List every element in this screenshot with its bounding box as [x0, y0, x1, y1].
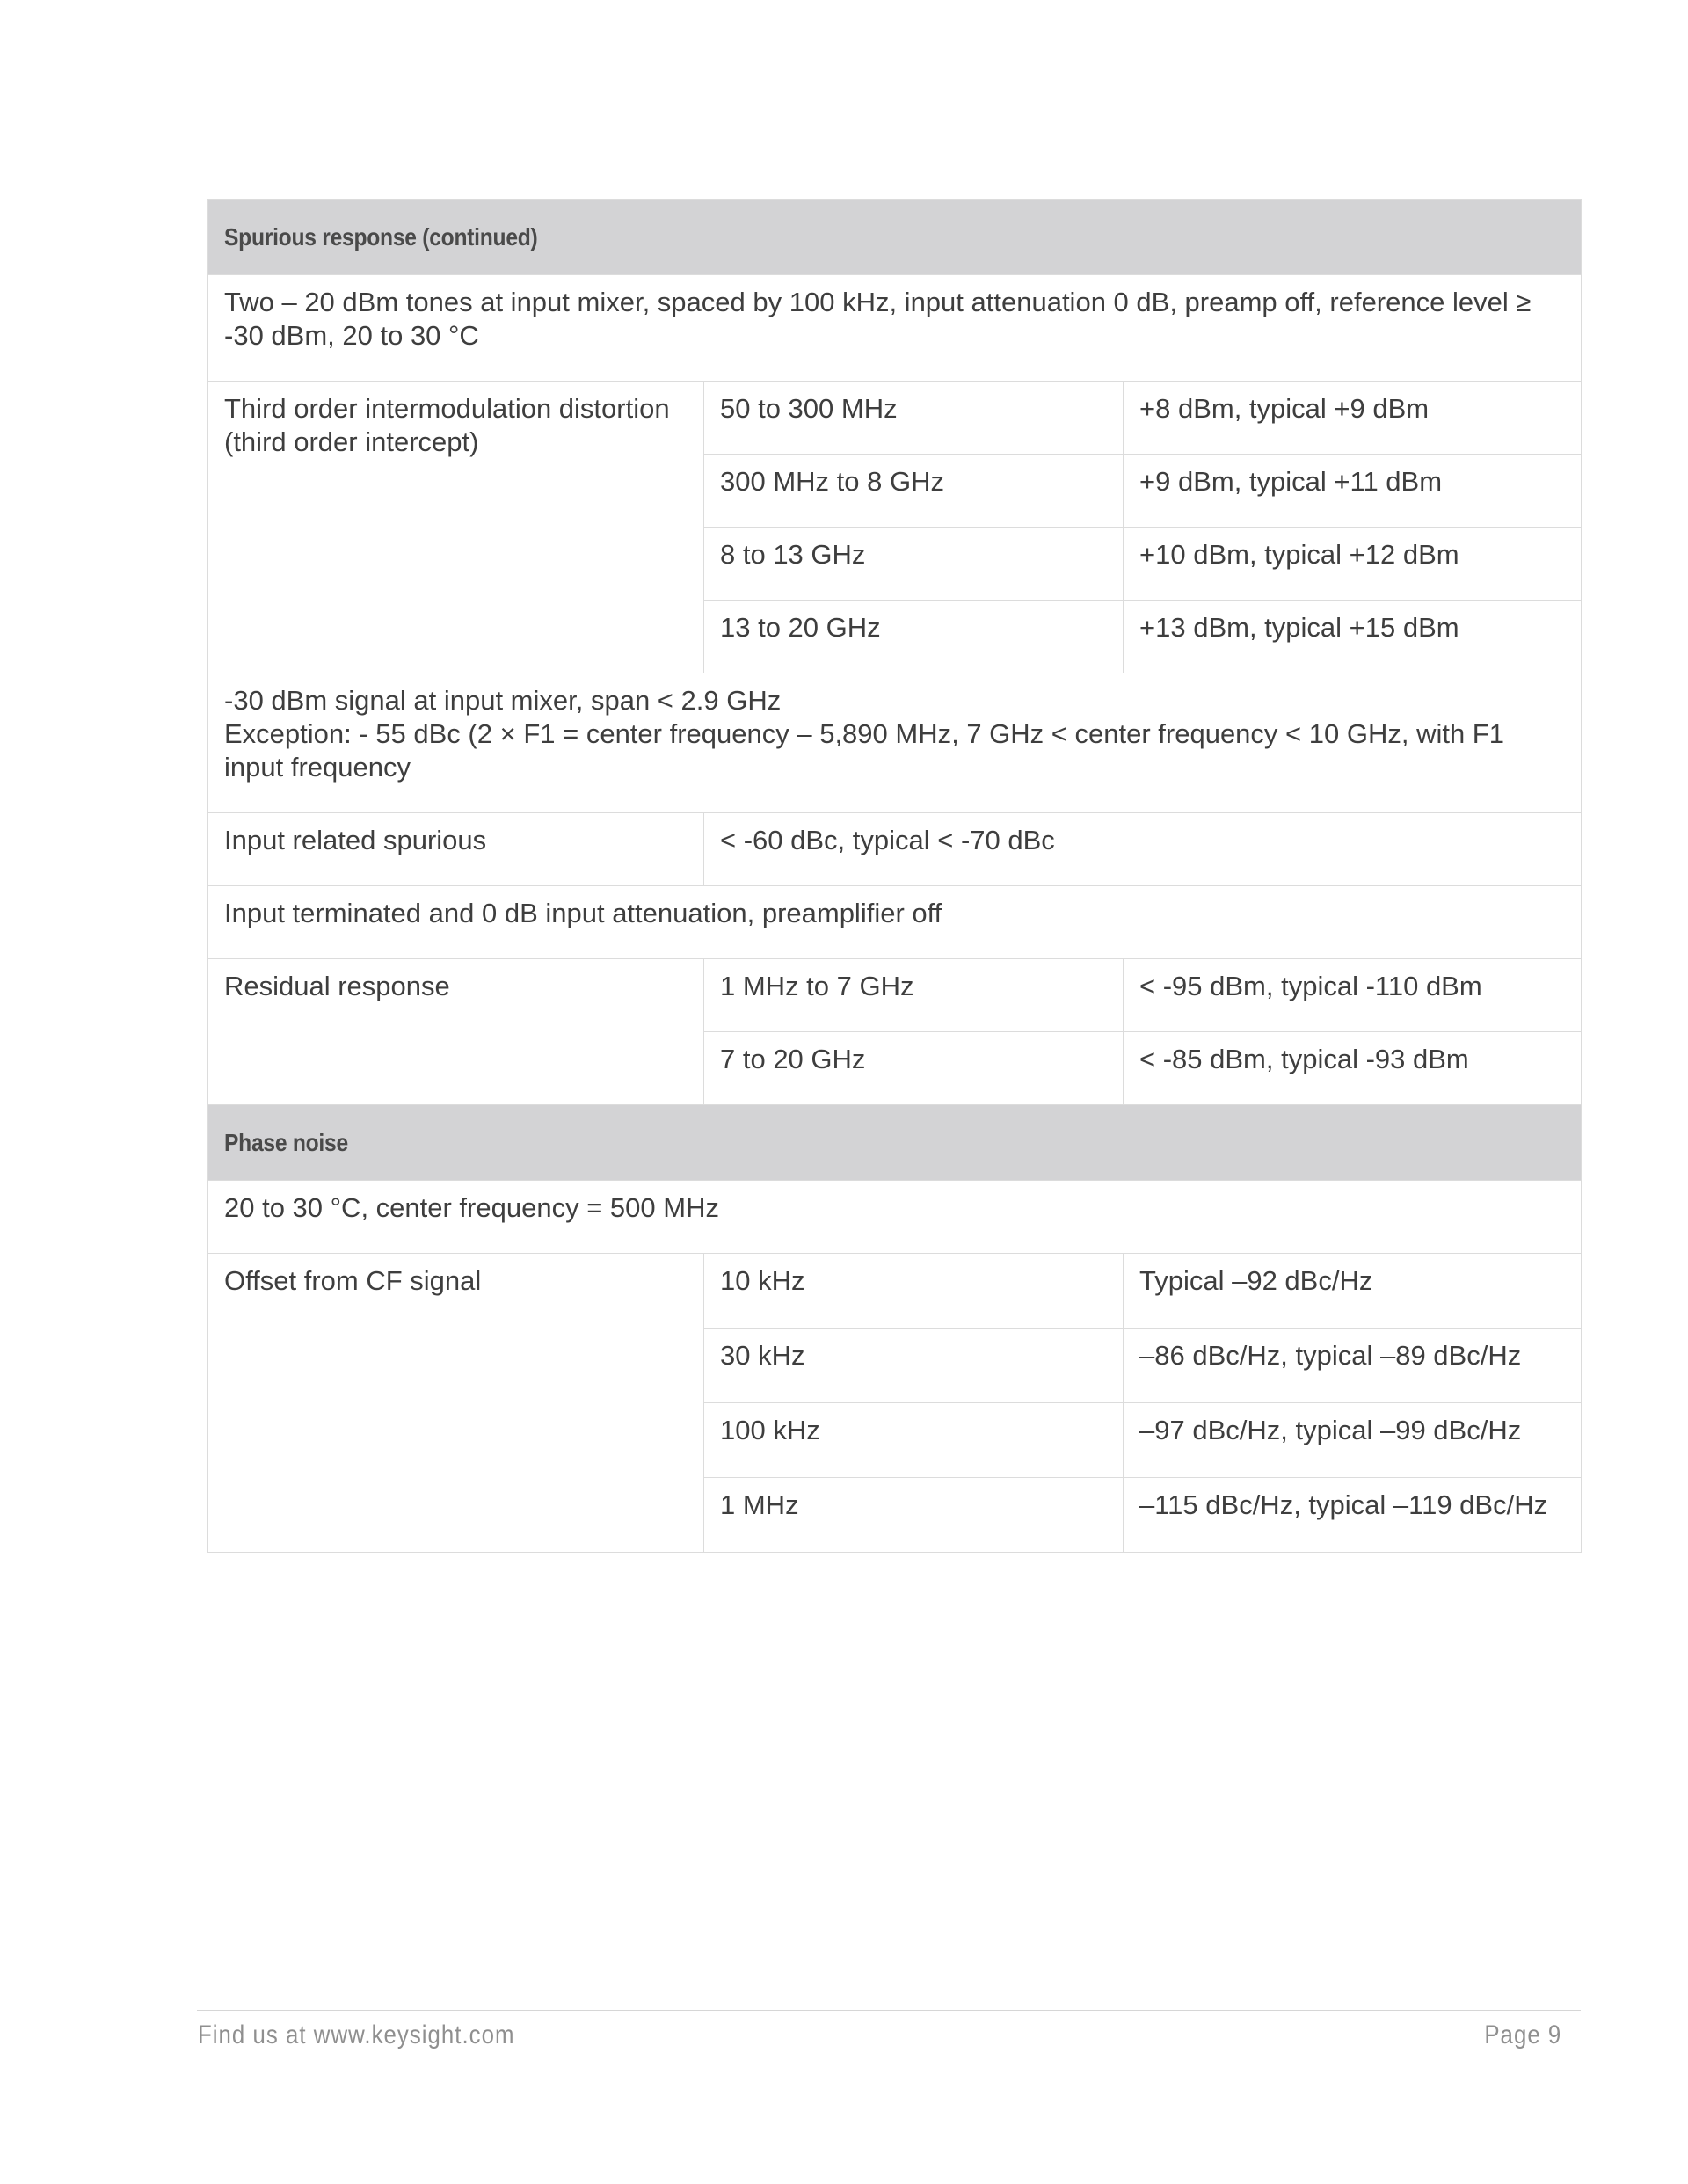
value-cell: +10 dBm, typical +12 dBm: [1124, 528, 1582, 601]
input-related-value: < -60 dBc, typical < -70 dBc: [704, 813, 1582, 886]
value-cell: < -85 dBm, typical -93 dBm: [1124, 1032, 1582, 1105]
range-cell: 13 to 20 GHz: [704, 601, 1124, 673]
value-cell: –86 dBc/Hz, typical –89 dBc/Hz: [1124, 1329, 1582, 1403]
table-row: [208, 813, 1582, 886]
value-cell: –97 dBc/Hz, typical –99 dBc/Hz: [1124, 1403, 1582, 1478]
section-header-phase-noise: Phase noise: [208, 1105, 1582, 1181]
range-cell: 100 kHz: [704, 1403, 1124, 1478]
offset-label: Offset from CF signal: [208, 1254, 704, 1553]
note-row: [208, 673, 1582, 813]
range-cell: 50 to 300 MHz: [704, 382, 1124, 455]
residual-label: Residual response: [208, 959, 704, 1105]
page-number: Page 9: [1484, 2020, 1561, 2049]
table-row: [208, 1254, 1582, 1329]
phase-noise-note: 20 to 30 °C, center frequency = 500 MHz: [208, 1181, 1582, 1254]
section-header-row: [208, 1105, 1582, 1181]
input-related-label: Input related spurious: [208, 813, 704, 886]
signal-note-line1: -30 dBm signal at input mixer, span < 2.9 GHz: [224, 685, 782, 716]
section-header-row: [208, 200, 1582, 275]
footer-divider: [197, 2010, 1581, 2011]
signal-note: [208, 673, 1582, 813]
signal-note-line2: Exception: - 55 dBc (2 × F1 = center frequency – 5,890 MHz, 7 GHz < center frequency < 10 GHz, with F1 input frequency: [224, 718, 1504, 783]
range-cell: 10 kHz: [704, 1254, 1124, 1329]
note-row: [208, 1181, 1582, 1254]
note-row: [208, 886, 1582, 959]
value-cell: +8 dBm, typical +9 dBm: [1124, 382, 1582, 455]
value-cell: Typical –92 dBc/Hz: [1124, 1254, 1582, 1329]
range-cell: 1 MHz: [704, 1478, 1124, 1553]
value-cell: < -95 dBm, typical -110 dBm: [1124, 959, 1582, 1032]
section-header-spurious: Spurious response (continued): [208, 200, 1582, 275]
footer-website: Find us at www.keysight.com: [198, 2020, 515, 2049]
range-cell: 7 to 20 GHz: [704, 1032, 1124, 1105]
value-cell: –115 dBc/Hz, typical –119 dBc/Hz: [1124, 1478, 1582, 1553]
value-cell: +9 dBm, typical +11 dBm: [1124, 455, 1582, 528]
spec-table: [207, 199, 1582, 1553]
note-row: [208, 275, 1582, 382]
value-cell: +13 dBm, typical +15 dBm: [1124, 601, 1582, 673]
range-cell: 300 MHz to 8 GHz: [704, 455, 1124, 528]
table-row: [208, 382, 1582, 455]
range-cell: 8 to 13 GHz: [704, 528, 1124, 601]
terminated-note: Input terminated and 0 dB input attenuation, preamplifier off: [208, 886, 1582, 959]
range-cell: 30 kHz: [704, 1329, 1124, 1403]
table-row: [208, 959, 1582, 1032]
toi-label: Third order intermodulation distortion (third order intercept): [208, 382, 704, 673]
tone-note: Two – 20 dBm tones at input mixer, spaced by 100 kHz, input attenuation 0 dB, preamp off, reference level ≥ -30 dBm, 20 to 30 °C: [208, 275, 1582, 382]
range-cell: 1 MHz to 7 GHz: [704, 959, 1124, 1032]
